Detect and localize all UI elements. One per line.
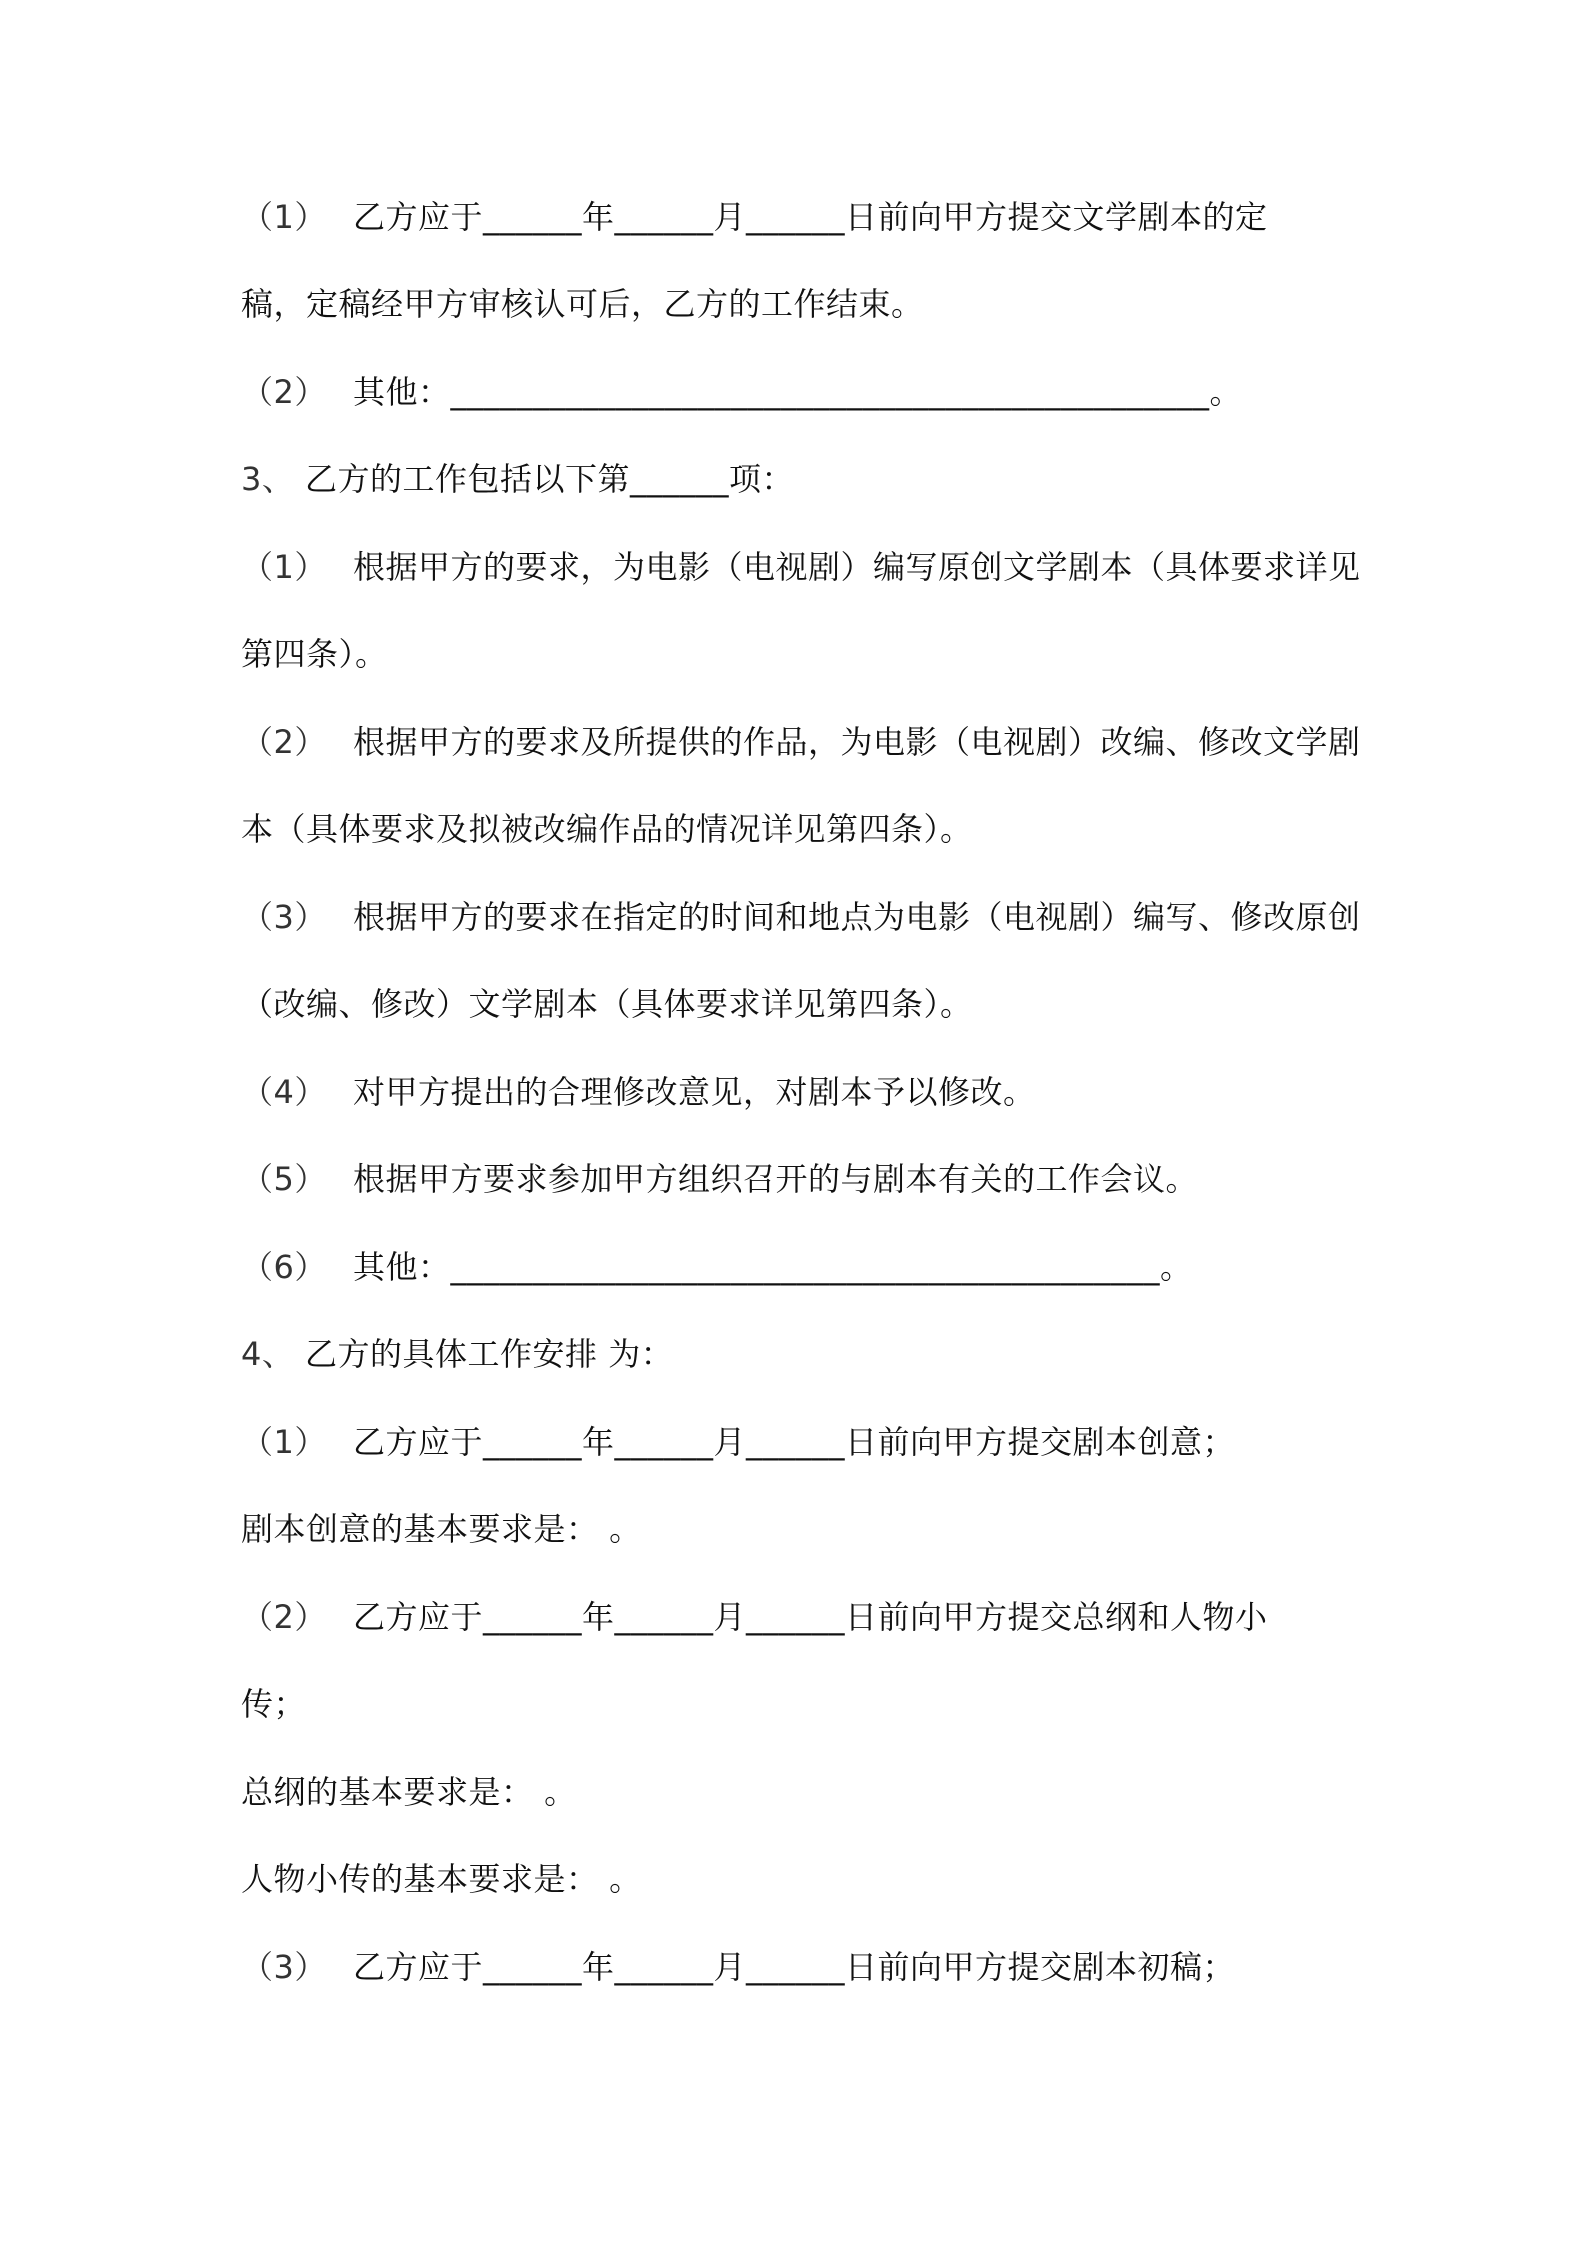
clause-line [241,720,1361,764]
clause-line [241,895,1361,939]
clause-text: 乙方应于______年______月______日前向甲方提交总纲和人物小 [353,1598,1268,1636]
item-number: （2） [241,373,327,411]
item-number: （1） [241,198,327,236]
clause-line [241,807,973,851]
clause-text: 乙方应于______年______月______日前向甲方提交文学剧本的定 [353,198,1268,236]
clause-text: 剧本创意的基本要求是： 。 [241,1510,642,1548]
section-heading [241,457,794,501]
item-number: （4） [241,1073,327,1111]
clause-line [241,1595,1268,1639]
clause-line [241,1857,642,1901]
item-number: （1） [241,1423,327,1461]
clause-text: 其他：___________________________________________。 [353,1248,1193,1286]
item-number: （5） [241,1160,327,1198]
clause-line [241,545,1361,589]
item-number: （3） [241,1948,327,1986]
clause-text: 乙方应于______年______月______日前向甲方提交剧本初稿； [353,1948,1236,1986]
clause-line [241,282,924,326]
section-text: 乙方的具体工作安排 为： [305,1335,674,1373]
clause-text: 根据甲方的要求及所提供的作品，为电影（电视剧）改编、修改文学剧 [353,723,1361,761]
clause-text: （改编、修改）文学剧本（具体要求详见第四条）。 [241,985,973,1023]
clause-text: 传； [241,1685,307,1723]
clause-line [241,195,1268,239]
clause-line [241,1945,1235,1989]
clause-text: 根据甲方的要求在指定的时间和地点为电影（电视剧）编写、修改原创 [353,898,1361,936]
clause-line [241,1682,306,1726]
clause-text: 本（具体要求及拟被改编作品的情况详见第四条）。 [241,810,973,848]
clause-line [241,370,1242,414]
clause-line [241,982,973,1026]
clause-line [241,1507,642,1551]
item-number: （2） [241,1598,327,1636]
item-number: （2） [241,723,327,761]
item-number: （6） [241,1248,327,1286]
clause-line [241,1420,1235,1464]
clause-line [241,632,388,676]
clause-line [241,1070,1036,1114]
clause-text: 其他：______________________________________________。 [353,373,1243,411]
section-text: 乙方的工作包括以下第______项： [305,460,795,498]
section-number: 3、 [241,460,295,498]
clause-text: 总纲的基本要求是： 。 [241,1773,577,1811]
clause-text: 稿，定稿经甲方审核认可后，乙方的工作结束。 [241,285,924,323]
section-heading [241,1332,673,1376]
clause-text: 对甲方提出的合理修改意见，对剧本予以修改。 [353,1073,1036,1111]
clause-text: 根据甲方的要求，为电影（电视剧）编写原创文学剧本（具体要求详见 [353,548,1361,586]
clause-line [241,1157,1198,1201]
clause-line [241,1245,1193,1289]
section-number: 4、 [241,1335,295,1373]
clause-text: 乙方应于______年______月______日前向甲方提交剧本创意； [353,1423,1236,1461]
clause-text: 根据甲方要求参加甲方组织召开的与剧本有关的工作会议。 [353,1160,1199,1198]
clause-text: 人物小传的基本要求是： 。 [241,1860,642,1898]
clause-text: 第四条）。 [241,635,388,673]
clause-line [241,1770,577,1814]
item-number: （3） [241,898,327,936]
item-number: （1） [241,548,327,586]
